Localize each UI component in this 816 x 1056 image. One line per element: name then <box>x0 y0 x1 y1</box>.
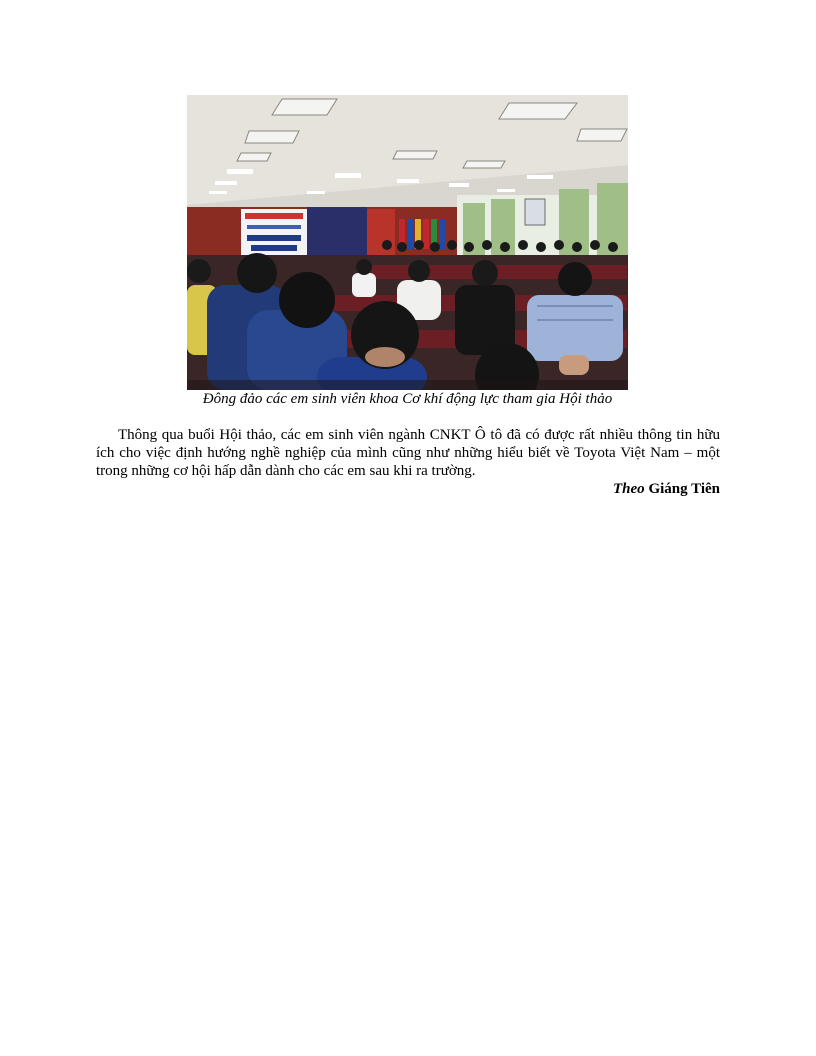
event-photo <box>187 95 628 390</box>
byline-prefix: Theo <box>613 481 645 497</box>
body-paragraph: Thông qua buổi Hội thảo, các em sinh viên ngành CNKT Ô tô đã có được rất nhiều thông tin hữu ích cho việc định hướng nghề nghiệp của mình cũng như những hiểu biết về Toyota Việt Nam – một trong những cơ hội hấp dẫn dành cho các em sau khi ra trường. <box>96 427 720 479</box>
author-byline <box>613 480 720 498</box>
photo-caption: Đông đảo các em sinh viên khoa Cơ khí động lực tham gia Hội thảo <box>202 391 613 407</box>
byline-author: Giáng Tiên <box>648 481 720 497</box>
